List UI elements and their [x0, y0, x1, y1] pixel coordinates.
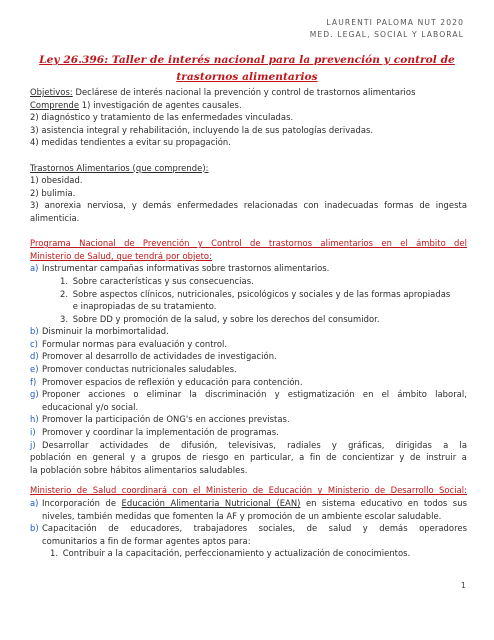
trastornos-item-3-cont: alimenticia.: [30, 212, 80, 223]
programa-item-e: Promover conductas nutricionales saludables.: [42, 364, 237, 375]
objetivos-label: Objetivos:: [30, 87, 73, 97]
programa-item-h: Promover la participación de ONG's en acciones previstas.: [42, 414, 290, 425]
trastornos-item-2: 2) bulimia.: [30, 187, 76, 198]
title-line-1: Ley 26.396: Taller de interés nacional para la prevención y control de: [39, 54, 455, 66]
objetivos-item-1: 1) investigación de agentes causales.: [79, 99, 242, 110]
header-author: LAURENTI PALOMA NUT 2020: [326, 18, 464, 27]
programa-item-j-cont-1: población en general y a grupos de riesgo en particular, a fin de concientizar y de instruir a: [30, 452, 467, 463]
document-body: Objetivos: Declárese de interés nacional la prevención y control de trastornos alimentarios Comprende 1) investigación de agentes causales. 2) diagnóstico y tratamiento de las enfermedades vinculadas. 3) asistencia integral y rehabilitación, incluyendo la de sus patologías derivadas. 4) medidas tendientes a evitar su propagación. Trastornos Alimentarios (que comprende): 1) obesidad. 2) bulimia. 3) anorexia nerviosa, y demás enfermedades relacionadas con inadecuadas formas de ingesta alimenticia. Programa Nacional de Prevención y Control de trastornos alimentarios en el ámbito del Ministerio de Salud, que tendrá por objeto: a) Instrumentar campañas informativas sobre trastornos alimentarios. 1. Sobre características y sus consecuencias. 2. Sobre aspectos clínicos, nutricionales, psicológicos y sociales y de las formas apropiadas e inapropiadas de su tratamiento. 3. Sobre DD y promoción de la salud, y sobre los derechos del consumidor. b) Disminuir la morbimortalidad. c) Formular normas para evaluación y control. d) Promover al desarrollo de actividades de investigación. e) Promover conductas nutricionales saludables. f) Promover espacios de reflexión y educación para contención. g) Proponer acciones o eliminar la discriminación y estigmatización en el ámbito laboral, educacional y/o social. h) Promover la participación de ONG's en acciones previstas. i) Promover y coordinar la implementación de programas. j) Desarrollar actividades de difusión, televisivas, radiales y gráficas, dirigidas a la población en general y a grupos de riesgo en particular, a fin de concientizar y de instruir a la población sobre hábitos alimentarios saludables. Ministerio de Salud coordinará con el Ministerio de Educación y Ministerio de Desarrollo Social: a) Incorporación de Educación Alimentaria Nutricional (EAN) en sistema educativo en todos sus niveles, también medidas que fomenten la AF y promoción de un ambiente escolar saludable. b) Capacitación de educadores, trabajadores sociales, de salud y demás operadores comunitarios a fin de formar agentes aptos para: 1. Contribuir a la capacitación, perfeccionamiento y actualización de conocimientos.: [30, 87, 467, 559]
programa-item-i: Promover y coordinar la implementación de programas.: [42, 427, 279, 438]
programa-a-sub-1: Sobre características y sus consecuencias.: [72, 275, 254, 286]
comprende-label: Comprende: [30, 99, 80, 110]
programa-item-g: Proponer acciones o eliminar la discriminación y estigmatización en el ámbito laboral,: [42, 389, 467, 400]
programa-item-j: Desarrollar actividades de difusión, televisivas, radiales y gráficas, dirigidas a la: [42, 439, 467, 450]
ministerio-item-a-cont: niveles, también medidas que fomenten la AF y promoción de un ambiente escolar saludable.: [42, 510, 442, 521]
programa-item-f: Promover espacios de reflexión y educación para contención.: [42, 376, 303, 387]
objetivos-text: Declárese de interés nacional la prevención y control de trastornos alimentarios: [72, 87, 416, 97]
programa-item-g-cont: educacional y/o social.: [42, 401, 139, 412]
programa-letter-a: a): [30, 263, 39, 274]
programa-heading-line-2: Ministerio de Salud, que tendrá por objeto:: [30, 250, 212, 261]
page-number: 1: [460, 581, 466, 590]
programa-a-sub-3: Sobre DD y promoción de la salud, y sobre los derechos del consumidor.: [72, 313, 380, 324]
ministerio-heading: Ministerio de Salud coordinará con el Ministerio de Educación y Ministerio de Desarrollo Social:: [30, 485, 467, 496]
trastornos-item-3: 3) anorexia nerviosa, y demás enfermedades relacionadas con inadecuadas formas de ingesta: [30, 200, 467, 211]
programa-heading-line-1: Programa Nacional de Prevención y Control de trastornos alimentarios en el ámbito del: [30, 238, 467, 249]
programa-a-sub-2: Sobre aspectos clínicos, nutricionales, psicológicos y sociales y de las formas apropiadas: [72, 288, 451, 299]
ministerio-item-b: Capacitación de educadores, trabajadores sociales, de salud y demás operadores: [42, 523, 467, 534]
title-line-2: trastornos alimentarios: [176, 71, 318, 83]
comprende-line: [30, 99, 467, 112]
programa-item-b: Disminuir la morbimortalidad.: [42, 326, 169, 337]
document-title: [30, 52, 464, 86]
ean-link: Educación Alimentaria Nutricional (EAN): [121, 498, 301, 508]
objetivos-line: [30, 86, 467, 99]
ministerio-item-a: Incorporación de Educación Alimentaria Nutricional (EAN) en sistema educativo en todos sus: [42, 498, 467, 508]
programa-item-a: Instrumentar campañas informativas sobre trastornos alimentarios.: [42, 263, 330, 274]
programa-item-j-cont-2: la población sobre hábitos alimentarios saludables.: [30, 464, 248, 475]
objetivos-item-2: 2) diagnóstico y tratamiento de las enfermedades vinculadas.: [30, 112, 294, 123]
objetivos-item-3: 3) asistencia integral y rehabilitación, incluyendo la de sus patologías derivadas.: [30, 124, 374, 135]
programa-item-c: Formular normas para evaluación y control.: [42, 338, 228, 349]
objetivos-item-4: 4) medidas tendientes a evitar su propagación.: [30, 137, 232, 148]
programa-item-d: Promover al desarrollo de actividades de investigación.: [42, 351, 277, 362]
ministerio-b-sub-1: Contribuir a la capacitación, perfeccionamiento y actualización de conocimientos.: [62, 548, 411, 559]
programa-a-sub-2-cont: e inapropiadas de su tratamiento.: [72, 301, 217, 312]
trastornos-heading: Trastornos Alimentarios (que comprende):: [30, 162, 209, 173]
trastornos-item-1: 1) obesidad.: [30, 175, 83, 186]
header-subject: MED. LEGAL, SOCIAL Y LABORAL: [309, 30, 464, 39]
ministerio-item-b-cont: comunitarios a fin de formar agentes aptos para:: [42, 535, 251, 546]
